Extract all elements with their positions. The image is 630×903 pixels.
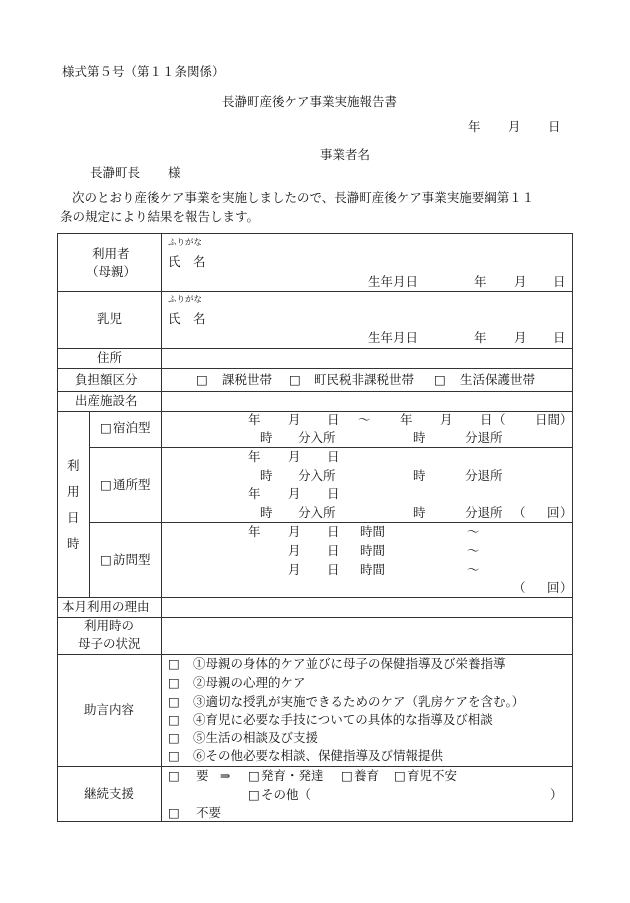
usage-side-char-4: 時	[67, 536, 80, 551]
operator-label: 事業者名	[320, 147, 371, 162]
daycare-open-paren: （	[513, 505, 526, 520]
visit-times-label: 回	[547, 580, 560, 595]
date-year-label: 年	[468, 119, 481, 134]
infant-birth-label: 生年月日	[368, 330, 419, 345]
advice-checkbox-3[interactable]: □	[168, 694, 180, 709]
stay-start-day: 日	[327, 412, 340, 427]
condition-label-line1: 利用時の	[84, 618, 135, 633]
user-name-label: 氏 名	[168, 254, 206, 269]
support-needed-label: 要	[196, 768, 209, 783]
burden-option-non-taxed: 町民税非課税世帯	[314, 372, 415, 387]
intro-line-2: 条の規定により結果を報告します。	[60, 209, 260, 224]
support-not-needed-checkbox[interactable]: □	[168, 805, 180, 820]
support-anxiety-label: 育児不安	[407, 768, 458, 783]
stay-end-month: 月	[440, 412, 453, 427]
stay-exit-hour: 時	[413, 430, 426, 445]
visit-close-paren: ）	[560, 580, 573, 595]
visit-2-month: 月	[288, 543, 301, 558]
support-other-close-paren: ）	[550, 787, 563, 802]
visit-1-time-label: 時間	[360, 524, 386, 539]
support-care-label: 養育	[354, 768, 380, 783]
support-other-label: その他（	[261, 787, 312, 802]
daycare-1-enter-hour: 時	[260, 468, 273, 483]
daycare-type-checkbox[interactable]: □	[100, 477, 112, 492]
stay-enter-hour: 時	[260, 430, 273, 445]
infant-furigana-label: ふりがな	[168, 295, 203, 305]
visit-1-day: 日	[327, 524, 340, 539]
stay-close-paren: ）	[560, 412, 573, 427]
addressee: 長瀞町長	[90, 165, 141, 180]
stay-end-day: 日	[480, 412, 493, 427]
support-label: 継続支援	[84, 786, 135, 801]
visit-2-day: 日	[327, 543, 340, 558]
address-label: 住所	[97, 350, 123, 365]
visit-type-label: 訪問型	[113, 552, 151, 567]
burden-label: 負担額区分	[75, 372, 138, 387]
burden-option-welfare: 生活保護世帯	[460, 372, 536, 387]
honorific: 様	[168, 165, 181, 180]
infant-birth-month: 月	[514, 330, 527, 345]
support-other-checkbox[interactable]: □	[248, 787, 260, 802]
stay-enter-minute: 分入所	[298, 430, 336, 445]
daycare-1-year: 年	[248, 449, 261, 464]
daycare-1-exit-minute: 分退所	[465, 468, 503, 483]
support-arrow: ⇒	[220, 768, 231, 783]
daycare-1-day: 日	[327, 449, 340, 464]
visit-3-day: 日	[327, 562, 340, 577]
stay-type-checkbox[interactable]: □	[100, 420, 112, 435]
stay-start-year: 年	[248, 412, 261, 427]
support-needed-checkbox[interactable]: □	[168, 768, 180, 783]
visit-3-tilde: 〜	[467, 562, 480, 577]
user-label-line2: （母親）	[86, 264, 137, 279]
advice-checkbox-4[interactable]: □	[168, 712, 180, 727]
advice-checkbox-6[interactable]: □	[168, 748, 180, 763]
daycare-2-day: 日	[327, 486, 340, 501]
stay-exit-minute: 分退所	[465, 430, 503, 445]
daycare-2-enter-minute: 分入所	[298, 505, 336, 520]
advice-item-3: ③適切な授乳が実施できるためのケア（乳房ケアを含む。）	[193, 694, 525, 709]
document-title: 長瀞町産後ケア事業実施報告書	[222, 94, 398, 109]
daycare-type-label: 通所型	[113, 477, 151, 492]
stay-start-month: 月	[288, 412, 301, 427]
support-not-needed-label: 不要	[196, 805, 222, 820]
visit-2-tilde: 〜	[467, 543, 480, 558]
advice-label: 助言内容	[84, 702, 135, 717]
date-month-label: 月	[508, 119, 521, 134]
support-growth-label: 発育・発達	[261, 768, 324, 783]
visit-3-time-label: 時間	[360, 562, 386, 577]
intro-line-1: 次のとおり産後ケア事業を実施しましたので、長瀞町産後ケア事業実施要綱第１１	[72, 190, 535, 205]
daycare-2-month: 月	[288, 486, 301, 501]
usage-side-char-3: 日	[67, 510, 80, 525]
support-care-checkbox[interactable]: □	[341, 768, 353, 783]
user-furigana-label: ふりがな	[168, 238, 203, 248]
daycare-2-enter-hour: 時	[260, 505, 273, 520]
advice-item-4: ④育児に必要な手技についての具体的な指導及び相談	[193, 712, 493, 727]
user-birth-label: 生年月日	[368, 274, 419, 289]
burden-checkbox-non-taxed[interactable]: □	[289, 372, 301, 387]
user-birth-year: 年	[474, 274, 487, 289]
burden-checkbox-taxed[interactable]: □	[196, 372, 208, 387]
visit-2-time-label: 時間	[360, 543, 386, 558]
facility-label: 出産施設名	[75, 393, 138, 408]
daycare-times-label: 回	[547, 505, 560, 520]
advice-checkbox-5[interactable]: □	[168, 730, 180, 745]
daycare-close-paren: ）	[560, 505, 573, 520]
stay-type-label: 宿泊型	[113, 420, 151, 435]
infant-birth-year: 年	[474, 330, 487, 345]
user-birth-month: 月	[514, 274, 527, 289]
advice-item-2: ②母親の心理的ケア	[193, 675, 306, 690]
infant-name-label: 氏 名	[168, 311, 206, 326]
advice-checkbox-1[interactable]: □	[168, 656, 180, 671]
burden-option-taxed: 課税世帯	[222, 372, 273, 387]
visit-type-checkbox[interactable]: □	[100, 552, 112, 567]
burden-checkbox-welfare[interactable]: □	[434, 372, 446, 387]
stay-open-paren: （	[493, 412, 506, 427]
visit-1-year: 年	[248, 524, 261, 539]
user-label-line1: 利用者	[92, 246, 130, 261]
stay-days-label: 日間	[535, 412, 561, 427]
daycare-1-enter-minute: 分入所	[298, 468, 336, 483]
infant-birth-day: 日	[553, 330, 566, 345]
visit-3-month: 月	[288, 562, 301, 577]
visit-open-paren: （	[513, 580, 526, 595]
advice-checkbox-2[interactable]: □	[168, 675, 180, 690]
user-birth-day: 日	[553, 274, 566, 289]
stay-tilde: 〜	[358, 412, 371, 427]
daycare-2-exit-minute: 分退所	[465, 505, 503, 520]
form-number: 様式第５号（第１１条関係）	[62, 64, 225, 79]
infant-label: 乳児	[97, 311, 123, 326]
visit-1-month: 月	[288, 524, 301, 539]
advice-item-1: ①母親の身体的ケア並びに母子の保健指導及び栄養指導	[193, 656, 506, 671]
visit-1-tilde: 〜	[467, 524, 480, 539]
date-day-label: 日	[548, 119, 561, 134]
daycare-1-exit-hour: 時	[413, 468, 426, 483]
support-anxiety-checkbox[interactable]: □	[394, 768, 406, 783]
daycare-2-exit-hour: 時	[413, 505, 426, 520]
condition-label-line2: 母子の状況	[78, 636, 141, 651]
support-growth-checkbox[interactable]: □	[248, 768, 260, 783]
usage-side-char-2: 用	[67, 484, 80, 499]
daycare-1-month: 月	[288, 449, 301, 464]
reason-label: 本月利用の理由	[62, 599, 150, 614]
usage-side-char-1: 利	[67, 458, 80, 473]
advice-item-5: ⑤生活の相談及び支援	[193, 730, 319, 745]
stay-end-year: 年	[400, 412, 413, 427]
daycare-2-year: 年	[248, 486, 261, 501]
advice-item-6: ⑥その他必要な相談、保健指導及び情報提供	[193, 748, 444, 763]
